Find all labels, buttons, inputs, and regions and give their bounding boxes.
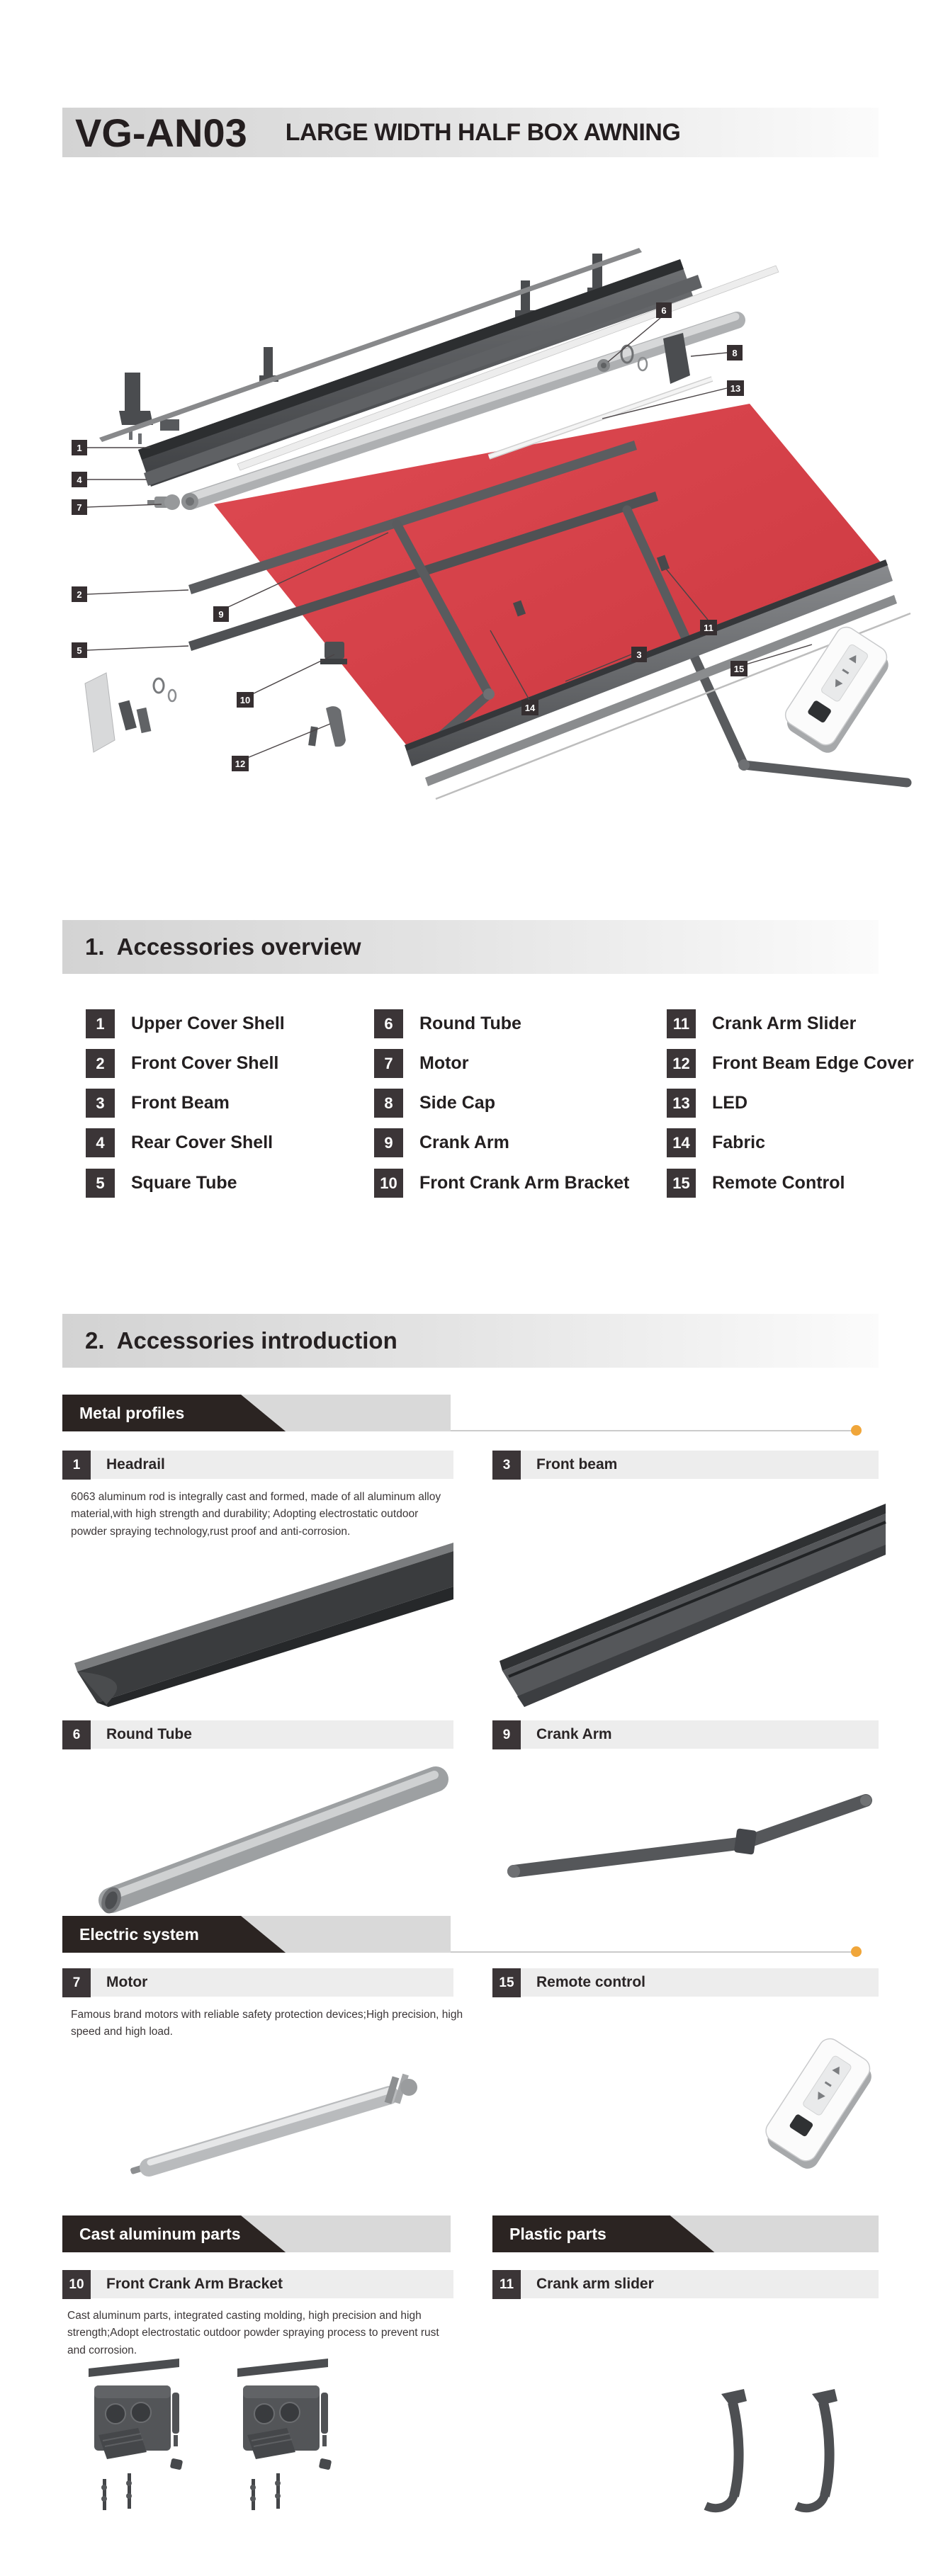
callout-3 [631, 647, 647, 662]
item-title: Round Tube [106, 1726, 192, 1742]
item-title: Crank arm slider [536, 2276, 654, 2292]
part-number: 6 [374, 1009, 403, 1038]
remote-control-icon [779, 623, 896, 757]
callout-11 [700, 620, 717, 635]
section2-heading: 2. Accessories introduction [62, 1314, 879, 1368]
list-item [667, 1128, 765, 1157]
svg-text:4: 4 [77, 475, 82, 485]
part-number: 12 [667, 1049, 696, 1078]
callout-1 [72, 440, 87, 455]
item-number: 11 [492, 2270, 521, 2299]
list-item [667, 1049, 914, 1078]
list-item [86, 1128, 273, 1157]
banner-rule [451, 1430, 852, 1431]
page-header [62, 108, 879, 157]
part-label: Remote Control [712, 1173, 845, 1193]
slider-clip [796, 2389, 837, 2508]
part-label: Fabric [712, 1133, 766, 1152]
item-number: 1 [62, 1451, 91, 1480]
item-title: Crank Arm [536, 1726, 612, 1742]
part-label: Front Cover Shell [131, 1053, 279, 1073]
bracket-assembly [89, 2359, 183, 2510]
remote-control-image [737, 2019, 893, 2196]
item-title: Remote control [536, 1974, 646, 1990]
accent-dot [851, 1946, 862, 1957]
part-number: 14 [667, 1128, 696, 1157]
list-item [86, 1009, 285, 1038]
part-label: Motor [419, 1053, 469, 1073]
motor-description: Famous brand motors with reliable safety protection devices;High precision, high speed and high load. [71, 2009, 463, 2038]
item-headrail [62, 1451, 453, 1479]
part-label: Rear Cover Shell [131, 1133, 273, 1152]
svg-text:13: 13 [730, 383, 741, 394]
callout-9 [213, 606, 229, 622]
page-title: LARGE WIDTH HALF BOX AWNING [285, 118, 681, 146]
item-title: Front beam [536, 1456, 618, 1473]
bracket-description: Cast aluminum parts, integrated casting molding, high precision and high strength;Adopt electrostatic outdoor powder spraying process to prevent rust and corrosion. [67, 2310, 439, 2356]
item-number: 15 [492, 1968, 521, 1997]
svg-text:14: 14 [524, 703, 536, 713]
part-number: 1 [86, 1009, 115, 1038]
svg-text:5: 5 [77, 645, 82, 656]
exploded-diagram [0, 212, 931, 850]
banner-plastic-parts: Plastic parts [492, 2215, 879, 2252]
part-number: 13 [667, 1089, 696, 1118]
item-number: 9 [492, 1720, 521, 1749]
callout-13 [727, 380, 744, 396]
left-parts-cluster-icon [85, 673, 176, 752]
list-item [667, 1169, 845, 1198]
item-number: 6 [62, 1720, 91, 1749]
part-label: Square Tube [131, 1173, 237, 1193]
list-item [86, 1089, 230, 1118]
item-front-beam [492, 1451, 879, 1479]
part-label: Crank Arm Slider [712, 1014, 857, 1033]
item-crank-arm-slider [492, 2270, 879, 2298]
part-number: 15 [667, 1169, 696, 1198]
round-tube-image [67, 1757, 453, 1919]
motor-image [106, 2068, 453, 2189]
part-label: Round Tube [419, 1014, 521, 1033]
item-motor [62, 1968, 453, 1997]
callout-14 [521, 700, 538, 715]
svg-text:11: 11 [704, 623, 713, 633]
callout-12 [232, 756, 249, 771]
svg-text:15: 15 [733, 664, 745, 674]
svg-text:2: 2 [77, 589, 82, 600]
edge-cover-part-icon [308, 706, 346, 747]
list-item [667, 1089, 747, 1118]
part-label: Side Cap [419, 1093, 495, 1113]
svg-text:9: 9 [218, 609, 224, 620]
svg-text:3: 3 [636, 649, 642, 660]
part-number: 11 [667, 1009, 696, 1038]
part-label: Front Beam Edge Cover [712, 1053, 914, 1073]
part-label: Front Beam [131, 1093, 230, 1113]
callout-6 [656, 302, 672, 318]
banner-metal-profiles: Metal profiles [62, 1395, 451, 1431]
list-item [86, 1049, 278, 1078]
part-number: 5 [86, 1169, 115, 1198]
part-label: Crank Arm [419, 1133, 509, 1152]
bracket-assembly [237, 2359, 332, 2510]
banner-electric-system: Electric system [62, 1916, 451, 1953]
part-number: 3 [86, 1089, 115, 1118]
slider-clip [706, 2389, 747, 2508]
svg-text:7: 7 [77, 502, 82, 513]
list-item [667, 1009, 856, 1038]
list-item [86, 1169, 237, 1198]
item-title: Headrail [106, 1456, 165, 1473]
headrail-description: 6063 aluminum rod is integrally cast and formed, made of all aluminum alloy material,with high strength and durability; Adopting electrostatic outdoor powder spraying technology,rust proof and anti-corrosion. [71, 1491, 441, 1538]
item-number: 3 [492, 1451, 521, 1480]
part-number: 8 [374, 1089, 403, 1118]
part-number: 10 [374, 1169, 403, 1198]
part-label: Front Crank Arm Bracket [419, 1173, 630, 1193]
crank-arm-image [496, 1757, 886, 1919]
svg-text:6: 6 [661, 305, 667, 316]
item-number: 10 [62, 2270, 91, 2299]
front-crank-arm-bracket-icon [320, 642, 347, 664]
part-label: Upper Cover Shell [131, 1014, 285, 1033]
section1-heading: 1. Accessories overview [62, 920, 879, 974]
slider-image [701, 2387, 886, 2529]
svg-text:8: 8 [732, 348, 738, 358]
list-item [374, 1169, 629, 1198]
callout-10 [237, 692, 254, 708]
item-title: Motor [106, 1974, 148, 1990]
svg-text:10: 10 [239, 695, 251, 705]
item-round-tube [62, 1720, 453, 1749]
list-item [374, 1049, 468, 1078]
banner-cast-aluminum: Cast aluminum parts [62, 2215, 451, 2252]
item-title: Front Crank Arm Bracket [106, 2276, 283, 2292]
callout-2 [72, 586, 87, 602]
callout-5 [72, 642, 87, 658]
list-item [374, 1009, 521, 1038]
svg-text:12: 12 [235, 759, 246, 769]
list-item [374, 1089, 495, 1118]
item-remote-control [492, 1968, 879, 1997]
item-crank-arm [492, 1720, 879, 1749]
callout-4 [72, 472, 87, 487]
accent-dot [851, 1425, 862, 1436]
callout-7 [72, 499, 87, 515]
part-label: LED [712, 1093, 747, 1113]
headrail-image [67, 1516, 453, 1707]
part-number: 2 [86, 1049, 115, 1078]
callout-8 [727, 345, 743, 361]
callout-15 [730, 661, 747, 676]
list-item [374, 1128, 509, 1157]
model-code: VG-AN03 [75, 110, 247, 155]
banner-rule [451, 1951, 852, 1953]
item-front-crank-arm-bracket [62, 2270, 453, 2298]
item-number: 7 [62, 1968, 91, 1997]
front-beam-image [496, 1484, 886, 1707]
part-number: 7 [374, 1049, 403, 1078]
part-number: 4 [86, 1128, 115, 1157]
bracket-image [67, 2351, 400, 2529]
svg-text:1: 1 [77, 443, 82, 453]
motor-head-icon [147, 494, 180, 510]
part-number: 9 [374, 1128, 403, 1157]
